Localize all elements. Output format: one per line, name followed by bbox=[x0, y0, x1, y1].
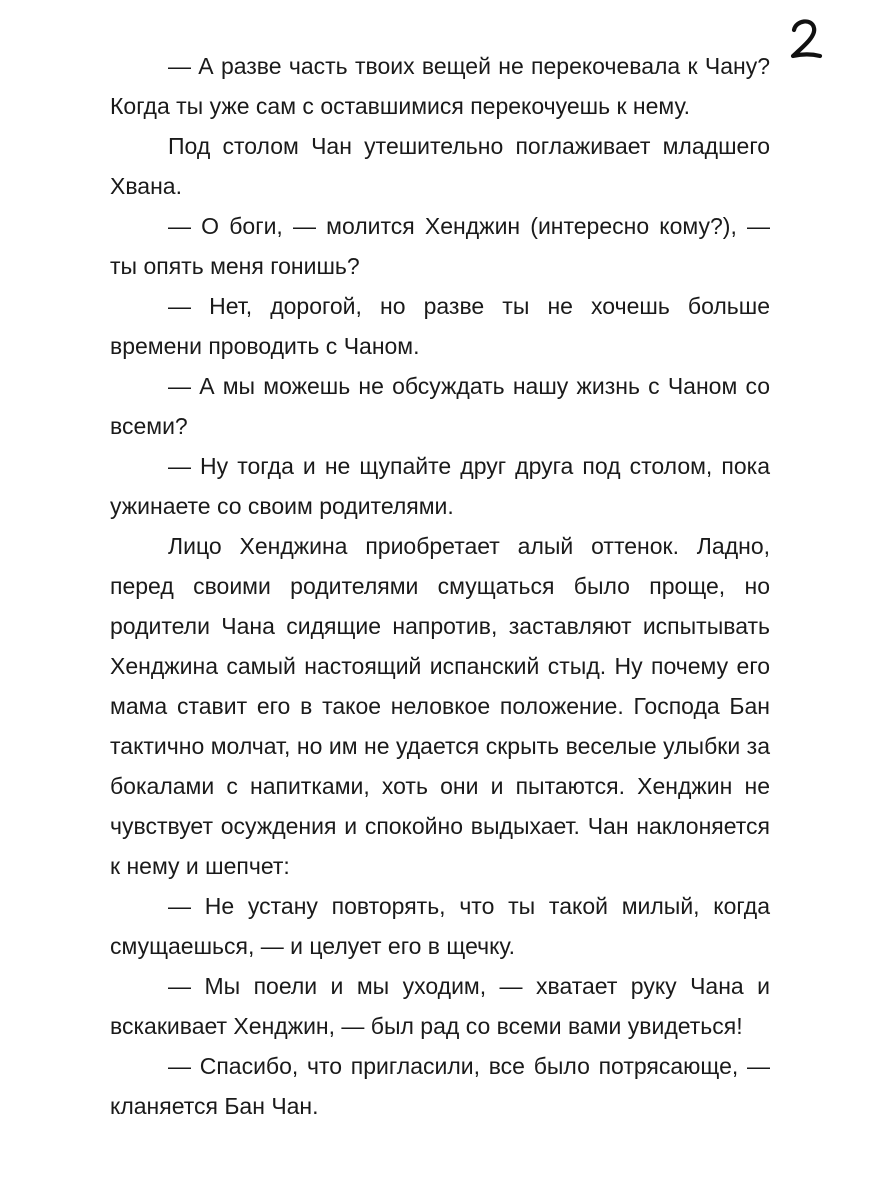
paragraph: — О боги, — молится Хенджин (интересно кому?), — ты опять меня гонишь? bbox=[110, 213, 770, 279]
paragraph: — Спасибо, что пригласили, все было потрясающе, — кланяется Бан Чан. bbox=[110, 1053, 770, 1119]
paragraph: — А разве часть твоих вещей не перекочевала к Чану? Когда ты уже сам с оставшимися перекочуешь к нему. bbox=[110, 53, 770, 119]
paragraph: — Ну тогда и не щупайте друг друга под столом, пока ужинаете со своим родителями. bbox=[110, 453, 770, 519]
page-number-text bbox=[786, 64, 787, 65]
handwritten-page-number bbox=[786, 14, 826, 64]
paragraph: — А мы можешь не обсуждать нашу жизнь с Чаном со всеми? bbox=[110, 373, 770, 439]
paragraph: — Мы поели и мы уходим, — хватает руку Чана и вскакивает Хенджин, — был рад со всеми вами увидеться! bbox=[110, 973, 770, 1039]
story-text bbox=[110, 46, 770, 1126]
paragraph: — Не устану повторять, что ты такой милый, когда смущаешься, — и целует его в щечку. bbox=[110, 893, 770, 959]
paragraph: Под столом Чан утешительно поглаживает младшего Хвана. bbox=[110, 133, 770, 199]
handwritten-digit-icon bbox=[786, 14, 826, 64]
paragraph: Лицо Хенджина приобретает алый оттенок. Ладно, перед своими родителями смущаться было проще, но родители Чана сидящие напротив, заставляют испытывать Хенджина самый настоящий испанский стыд. Ну почему его мама ставит его в такое неловкое положение. Господа Бан тактично молчат, но им не удается скрыть веселые улыбки за бокалами с напитками, хоть они и пытаются. Хенджин не чувствует осуждения и спокойно выдыхает. Чан наклоняется к нему и шепчет: bbox=[110, 533, 770, 879]
paragraph: — Нет, дорогой, но разве ты не хочешь больше времени проводить с Чаном. bbox=[110, 293, 770, 359]
